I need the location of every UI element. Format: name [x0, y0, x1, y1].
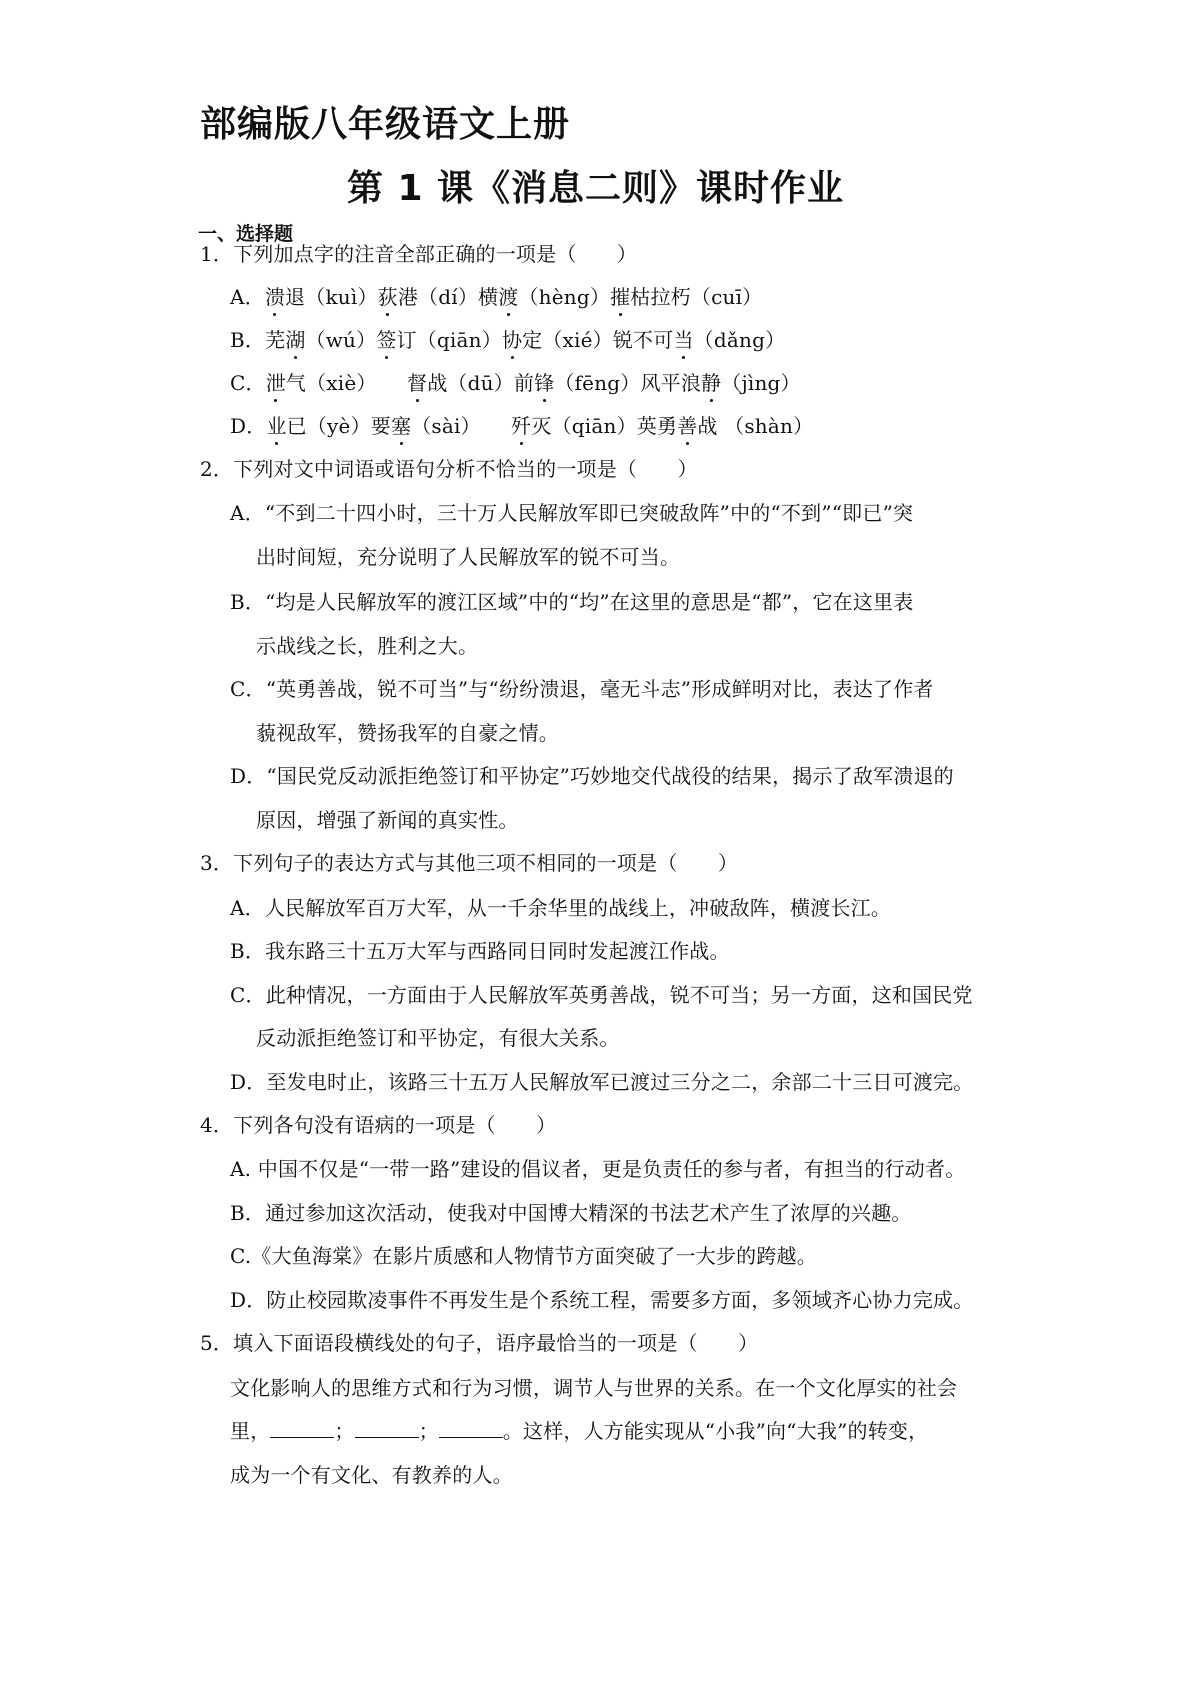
text-segment: A． [230, 285, 265, 309]
question-2-option-d-cont: 原因，增强了新闻的真实性。 [256, 808, 519, 832]
text-segment: 退（kuì） [285, 285, 378, 309]
text-segment: 灭（qiān）英勇 [531, 414, 678, 438]
question-5-passage-line-1: 文化影响人的思维方式和行为习惯，调节人与世界的关系。在一个文化厚实的社会 [230, 1376, 958, 1400]
question-2-option-a-cont: 出时间短，充分说明了人民解放军的锐不可当。 [256, 545, 681, 569]
dotted-char: 塞 [390, 414, 412, 438]
question-1-stem: 1．下列加点字的注音全部正确的一项是（ ） [200, 242, 638, 266]
text-segment: 战（dū）前 [427, 371, 535, 395]
question-2-option-c: C．“英勇善战，锐不可当”与“纷纷溃退，毫无斗志”形成鲜明对比，表达了作者 [230, 677, 934, 701]
question-2-option-b-cont: 示战线之长，胜利之大。 [256, 634, 479, 658]
text-segment: 定（xié）锐不可 [522, 328, 674, 352]
text-segment: 已（yè）要 [286, 414, 391, 438]
dotted-char: 溃 [264, 285, 286, 309]
question-1-option-a [230, 283, 762, 311]
question-4-stem: 4．下列各句没有语病的一项是（ ） [200, 1113, 557, 1137]
text-segment: （wú） [305, 328, 377, 352]
question-4-option-b: B．通过参加这次活动，使我对中国博大精深的书法艺术产生了浓厚的兴趣。 [230, 1201, 912, 1225]
question-5-passage-line-2 [230, 1417, 928, 1445]
text-segment: （hèng） [518, 285, 611, 309]
dotted-char: 湖 [285, 328, 306, 352]
fill-blank-1 [270, 1419, 334, 1438]
dotted-char: 锋 [534, 371, 555, 395]
document-title: 部编版八年级语文上册 [200, 104, 571, 145]
dotted-char: 摧 [610, 285, 631, 309]
question-3-option-c-cont: 反动派拒绝签订和平协定，有很大关系。 [256, 1026, 620, 1050]
text-segment: ； [418, 1419, 439, 1443]
text-segment: 订（qiān） [396, 328, 502, 352]
question-2-option-a: A．“不到二十四小时，三十万人民解放军即已突破敌阵”中的“不到”“即已”突 [230, 501, 914, 525]
question-3-option-a: A．人民解放军百万大军，从一千余华里的战线上，冲破敌阵，横渡长江。 [230, 896, 892, 920]
dotted-char: 渡 [498, 285, 519, 309]
lesson-title: 第 1 课《消息二则》课时作业 [346, 168, 845, 209]
section-heading: 一、选择题 [198, 223, 294, 245]
text-segment: D． [230, 414, 267, 438]
dotted-char: 歼 [511, 414, 532, 438]
text-segment: 气（xiè） [285, 371, 408, 395]
question-4-option-d: D．防止校园欺凌事件不再发生是个系统工程，需要多方面，多领域齐心协力完成。 [230, 1288, 974, 1312]
text-segment: B．芜 [230, 328, 286, 352]
question-2-option-c-cont: 藐视敌军，赞扬我军的自豪之情。 [256, 721, 559, 745]
text-segment: （fēng）风平浪 [554, 371, 702, 395]
question-4-option-c: C.《大鱼海棠》在影片质感和人物情节方面突破了一大步的跨越。 [230, 1244, 817, 1268]
fill-blank-2 [355, 1419, 419, 1438]
question-1-option-b [230, 326, 785, 354]
text-segment: C． [230, 371, 266, 395]
dotted-char: 签 [376, 328, 397, 352]
question-4-option-a: A. 中国不仅是“一带一路”建设的倡议者，更是负责任的参与者，有担当的行动者。 [230, 1157, 966, 1181]
question-1-option-d [230, 412, 813, 440]
question-1-option-c [230, 369, 801, 397]
text-segment: 。这样，人方能实现从“小我”向“大我”的转变， [502, 1419, 929, 1443]
dotted-char: 协 [501, 328, 523, 352]
text-segment: 枯拉朽（cuī） [630, 285, 763, 309]
question-3-stem: 3．下列句子的表达方式与其他三项不相同的一项是（ ） [200, 851, 739, 875]
text-segment: （jìng） [721, 371, 801, 395]
fill-blank-3 [439, 1419, 503, 1438]
dotted-char: 当 [673, 328, 694, 352]
question-2-option-d: D．“国民党反动派拒绝签订和平协定”巧妙地交代战役的结果，揭示了敌军溃退的 [230, 764, 954, 788]
dotted-char: 荻 [377, 285, 398, 309]
dotted-char: 泄 [265, 371, 286, 395]
dotted-char: 善 [677, 414, 698, 438]
text-segment: 战 （shàn） [697, 414, 814, 438]
text-segment: 港（dí）横 [397, 285, 499, 309]
question-5-stem: 5．填入下面语段横线处的句子，语序最恰当的一项是（ ） [200, 1331, 759, 1355]
text-segment: （sài） [411, 414, 512, 438]
text-segment: 里， [230, 1419, 271, 1443]
dotted-char: 业 [266, 414, 287, 438]
question-5-passage-line-3: 成为一个有文化、有教养的人。 [230, 1463, 513, 1487]
question-3-option-d: D．至发电时止，该路三十五万人民解放军已渡过三分之二，余部二十三日可渡完。 [230, 1070, 974, 1094]
question-2-stem: 2．下列对文中词语或语句分析不恰当的一项是（ ） [200, 457, 698, 481]
dotted-char: 静 [701, 371, 722, 395]
dotted-char: 督 [407, 371, 428, 395]
question-3-option-b: B．我东路三十五万大军与西路同日同时发起渡江作战。 [230, 939, 730, 963]
question-3-option-c: C．此种情况，一方面由于人民解放军英勇善战，锐不可当；另一方面，这和国民党 [230, 983, 973, 1007]
question-2-option-b: B．“均是人民解放军的渡江区域”中的“均”在这里的意思是“都”，它在这里表 [230, 590, 914, 614]
text-segment: （dǎng） [693, 328, 786, 352]
text-segment: ； [334, 1419, 355, 1443]
